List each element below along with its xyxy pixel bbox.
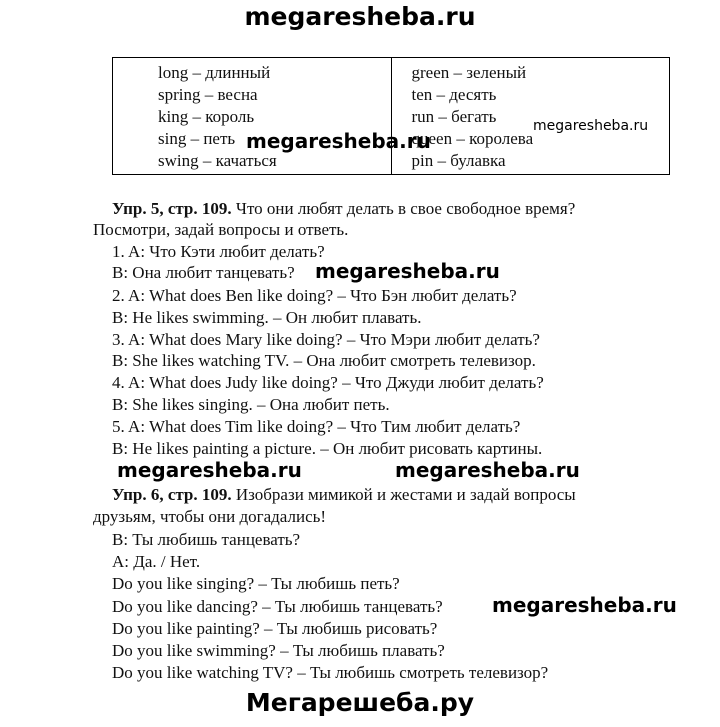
ex5-line: 4. A: What does Judy like doing? – Что Джуди любит делать? (112, 373, 544, 392)
watermark-mid-left: megaresheba.ru (117, 458, 302, 482)
watermark-ex5-inline: megaresheba.ru (315, 259, 500, 283)
ex5-line: B: Она любит танцевать? (112, 263, 295, 282)
watermark-mid-right: megaresheba.ru (395, 458, 580, 482)
ex5-task-line-1 (112, 198, 575, 219)
vocab-item: queen – королева (411, 129, 534, 148)
ex5-task-line-2: Посмотри, задай вопросы и ответь. (93, 220, 349, 239)
ex6-line: Do you like painting? – Ты любишь рисовать? (112, 619, 438, 638)
ex5-line: 3. A: What does Mary like doing? – Что Мэри любит делать? (112, 330, 540, 349)
ex5-line: 5. A: What does Tim like doing? – Что Тим любит делать? (112, 417, 521, 436)
vocab-item: run – бегать (411, 107, 497, 126)
watermark-ex6-inline: megaresheba.ru (492, 593, 677, 617)
vocabulary-table (112, 57, 670, 175)
ex5-line: 2. A: What does Ben like doing? – Что Бэн любит делать? (112, 286, 517, 305)
vocab-item: long – длинный (158, 63, 271, 82)
vocab-column-right (391, 58, 670, 175)
ex6-line: Do you like singing? – Ты любишь петь? (112, 574, 400, 593)
ex6-line: B: Ты любишь танцевать? (112, 530, 301, 549)
ex6-line: Do you like swimming? – Ты любишь плавать? (112, 641, 445, 660)
watermark-table-inline: megaresheba.ru (246, 129, 431, 153)
vocab-item: ten – десять (411, 85, 497, 104)
watermark-bottom: Мегарешеба.ру (245, 688, 475, 717)
ex5-line: B: He likes swimming. – Он любит плавать. (112, 308, 422, 327)
ex5-heading: Упр. 5, стр. 109. (112, 199, 232, 218)
vocab-column-left (113, 58, 392, 175)
ex6-task: Изобрази мимикой и жестами и задай вопросы (231, 485, 576, 504)
vocab-item: spring – весна (158, 85, 258, 104)
vocab-item: green – зеленый (411, 63, 527, 82)
ex6-line: A: Да. / Нет. (112, 552, 201, 571)
ex6-line: Do you like dancing? – Ты любишь танцевать? (112, 597, 443, 616)
watermark-top: megaresheba.ru (244, 2, 476, 31)
ex6-task-line-1 (112, 484, 576, 505)
ex5-task: Что они любят делать в свое свободное время? (231, 199, 576, 218)
vocab-item: sing – петь (158, 129, 236, 148)
ex5-line: B: He likes painting a picture. – Он любит рисовать картины. (112, 439, 543, 458)
watermark-table-right: megaresheba.ru (533, 118, 649, 134)
vocab-item: pin – булавка (411, 151, 506, 170)
ex5-line: B: She likes watching TV. – Она любит смотреть телевизор. (112, 351, 536, 370)
ex6-heading: Упр. 6, стр. 109. (112, 485, 232, 504)
ex6-task-line-2: друзьям, чтобы они догадались! (93, 507, 327, 526)
vocab-item: king – король (158, 107, 255, 126)
ex5-line: B: She likes singing. – Она любит петь. (112, 395, 390, 414)
ex6-line: Do you like watching TV? – Ты любишь смотреть телевизор? (112, 663, 549, 682)
vocab-item: swing – качаться (158, 151, 277, 170)
ex5-line: 1. A: Что Кэти любит делать? (112, 242, 325, 261)
